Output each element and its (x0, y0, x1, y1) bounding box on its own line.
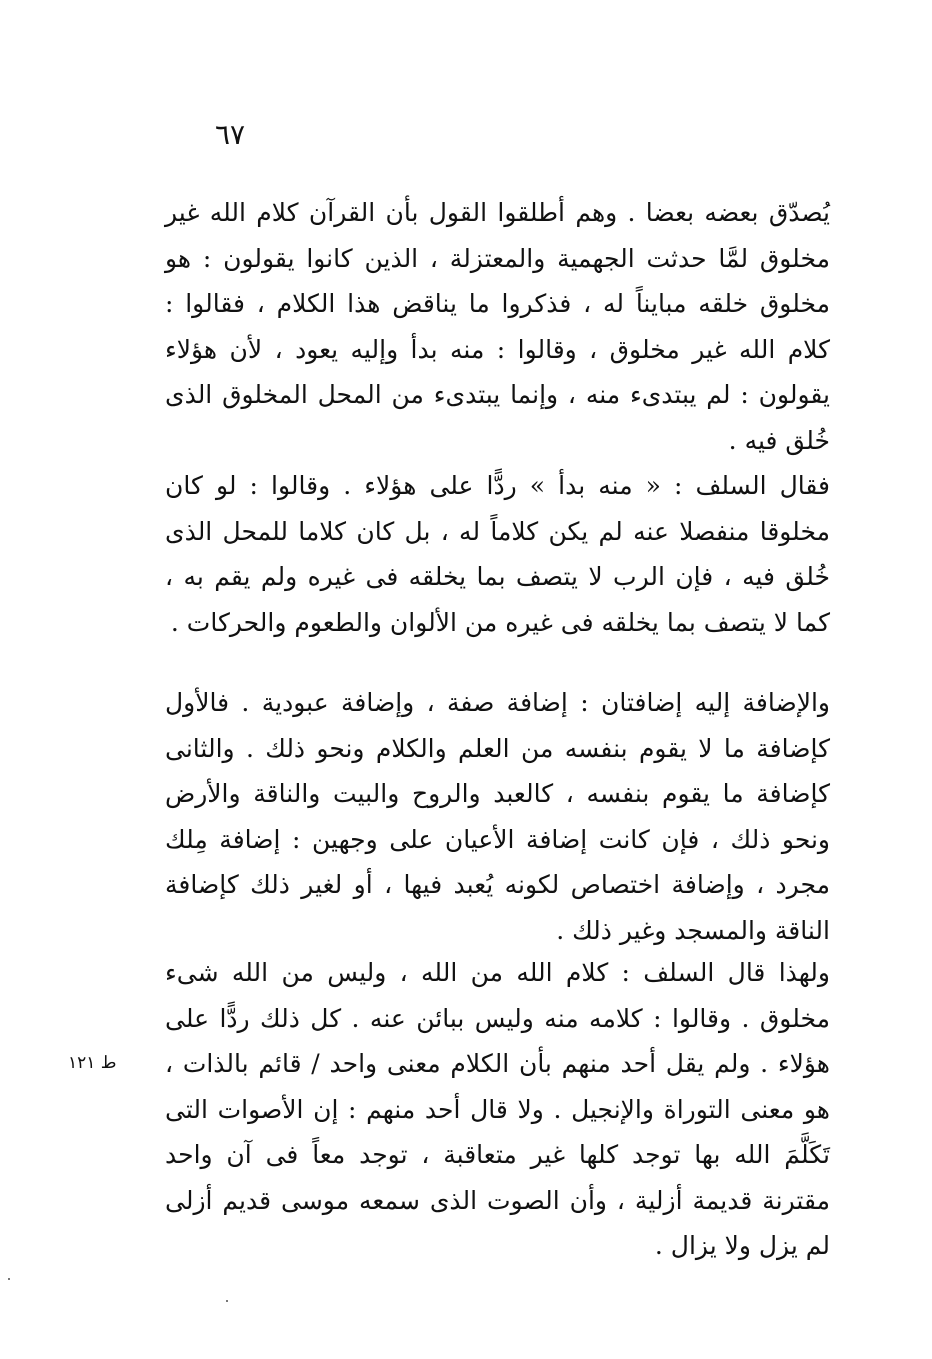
paragraph-2-text: فقال السلف : « منه بدأ » ردًّا على هؤلاء . وقالوا : لو كان مخلوقا منفصلا عنه لم يكن كلاماً له ، بل كان كلاما للمحل الذى خُلق فيه ، فإن الرب لا يتصف بما يخلقه فى غيره ولم يقم به ، كما لا يتصف بما يخلقه فى غيره من الألوان والطعوم والحركات . (165, 471, 830, 637)
paragraph-1 (165, 190, 830, 463)
margin-reference-note: ط ١٢١ (68, 1053, 117, 1073)
page-number: ٦٧ (214, 118, 246, 151)
paragraph-1-text: يُصدّق بعضه بعضا . وهم أطلقوا القول بأن القرآن كلام الله غير مخلوق لمَّا حدثت الجهمية والمعتزلة ، الذين كانوا يقولون : هو مخلوق خلقه مبايناً له ، فذكروا ما يناقض هذا الكلام ، فقالوا : كلام الله غير مخلوق ، وقالوا : منه بدأ وإليه يعود ، لأن هؤلاء يقولون : لم يبتدىء منه ، وإنما يبتدىء من المحل المخلوق الذى خُلق فيه . (165, 198, 830, 455)
scan-speck (8, 1278, 10, 1280)
paragraph-4 (165, 950, 830, 1269)
paragraph-4-text: ولهذا قال السلف : كلام الله من الله ، وليس من الله شىء مخلوق . وقالوا : كلامه منه وليس ببائن عنه . كل ذلك ردًّا على هؤلاء . ولم يقل أحد منهم بأن الكلام معنى واحد / قائم بالذات ، هو معنى التوراة والإنجيل . ولا قال أحد منهم : إن الأصوات التى تَكَلَّمَ الله بها توجد كلها غير متعاقبة ، توجد معاً فى آن واحد مقترنة قديمة أزلية ، وأن الصوت الذى سمعه موسى قديم أزلى لم يزل ولا يزال . (165, 958, 830, 1260)
paragraph-3-text: والإضافة إليه إضافتان : إضافة صفة ، وإضافة عبودية . فالأول كإضافة ما لا يقوم بنفسه من العلم والكلام ونحو ذلك . والثانى كإضافة ما يقوم بنفسه ، كالعبد والروح والبيت والناقة والأرض ونحو ذلك ، فإن كانت إضافة الأعيان على وجهين : إضافة مِلك مجرد ، وإضافة اختصاص لكونه يُعبد فيها ، أو لغير ذلك كإضافة الناقة والمسجد وغير ذلك . (165, 688, 830, 945)
paragraph-3 (165, 680, 830, 953)
paragraph-2 (165, 463, 830, 645)
scan-speck (226, 1300, 228, 1302)
